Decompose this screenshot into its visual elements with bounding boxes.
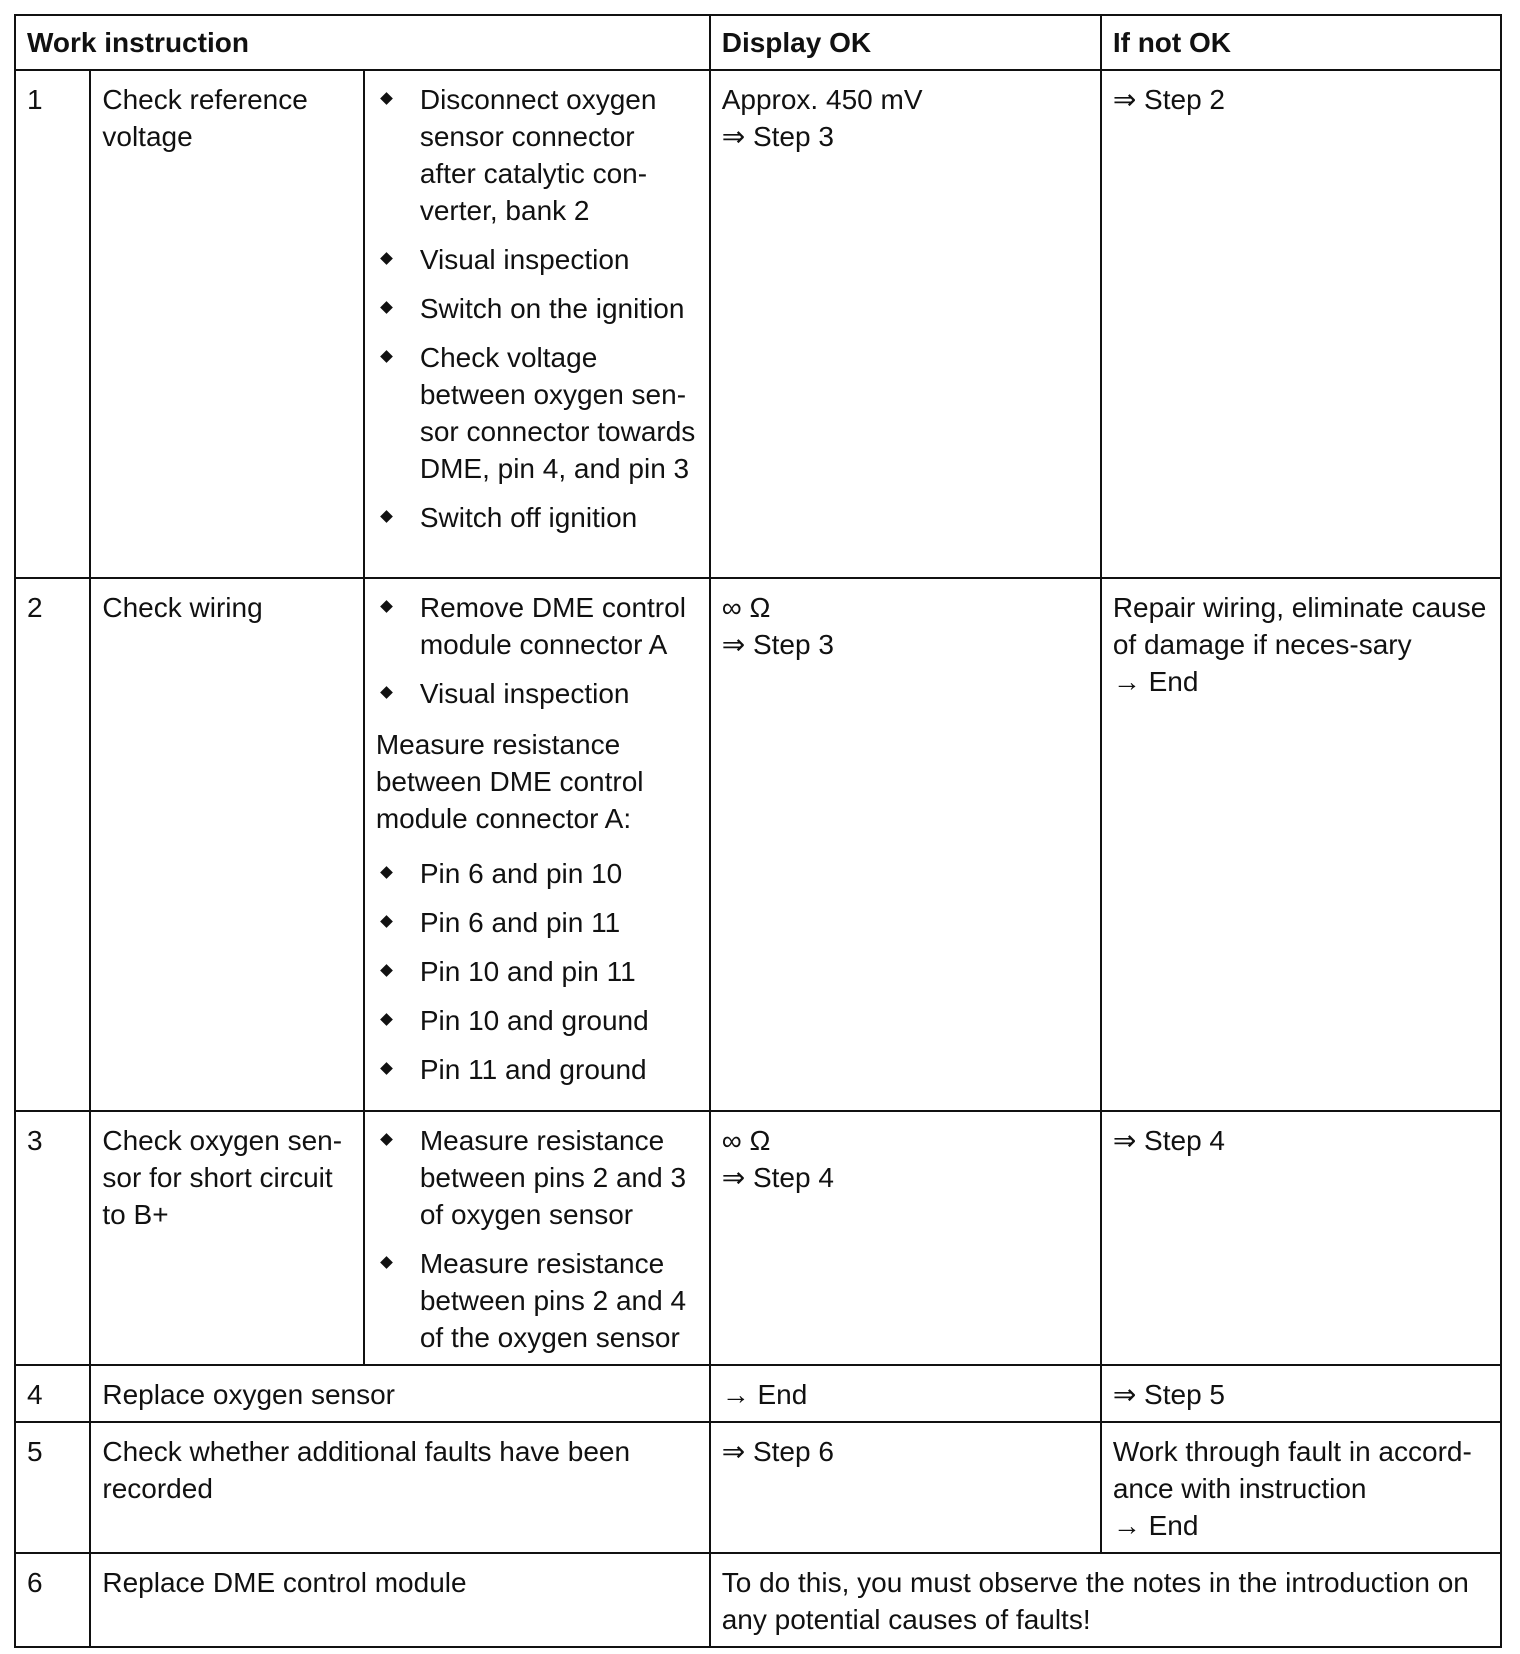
step-number: 2: [15, 578, 90, 1111]
diamond-bullet-icon: [380, 686, 393, 699]
step-actions: [364, 1111, 710, 1365]
action-item: Measure resistance between pins 2 and 3 of oxygen sensor: [376, 1122, 698, 1233]
if-not-ok-line: ⇒ Step 2: [1112, 84, 1226, 115]
step-number: 1: [15, 70, 90, 578]
diamond-bullet-icon: [380, 866, 393, 879]
display-ok-cell: [710, 1422, 1101, 1553]
display-ok-line: ∞ Ω: [721, 592, 771, 623]
step-number: 4: [15, 1365, 90, 1422]
if-not-ok-line: ⇒ Step 5: [1112, 1379, 1226, 1410]
if-not-ok-line: → End: [1112, 1510, 1199, 1541]
action-item: Pin 6 and pin 11: [376, 904, 698, 941]
step-number: 6: [15, 1553, 90, 1647]
step-label: Replace oxygen sensor: [90, 1365, 709, 1422]
table-header-row: [15, 15, 1501, 70]
diamond-bullet-icon: [380, 915, 393, 928]
action-item: Pin 10 and pin 11: [376, 953, 698, 990]
action-item: Pin 11 and ground: [376, 1051, 698, 1088]
if-not-ok-cell: [1101, 70, 1501, 578]
action-item: Visual inspection: [376, 241, 698, 278]
display-ok-line: ⇒ Step 3: [721, 629, 834, 660]
step-actions: [364, 578, 710, 1111]
table-row: [15, 578, 1501, 1111]
if-not-ok-cell: [1101, 1422, 1501, 1553]
step-number: 5: [15, 1422, 90, 1553]
display-ok-line: ∞ Ω: [721, 1125, 771, 1156]
display-ok-cell: [710, 1111, 1101, 1365]
step-label: Check oxygen sen-sor for short circuit to B+: [90, 1111, 363, 1365]
header-display-ok: Display OK: [710, 15, 1101, 70]
diamond-bullet-icon: [380, 1256, 393, 1269]
diamond-bullet-icon: [380, 350, 393, 363]
action-item: Disconnect oxygen sensor connector after catalytic con-verter, bank 2: [376, 81, 698, 229]
diamond-bullet-icon: [380, 1013, 393, 1026]
table-row: [15, 1422, 1501, 1553]
header-if-not-ok: If not OK: [1101, 15, 1501, 70]
diamond-bullet-icon: [380, 600, 393, 613]
measure-note: Measure resistance between DME control module connector A:: [375, 729, 644, 834]
step-label: Check reference voltage: [90, 70, 363, 578]
if-not-ok-cell: [1101, 1365, 1501, 1422]
diamond-bullet-icon: [380, 964, 393, 977]
action-item: Switch off ignition: [376, 499, 698, 536]
display-ok-cell: [710, 70, 1101, 578]
step-label: Check whether additional faults have been recorded: [90, 1422, 709, 1553]
diamond-bullet-icon: [380, 252, 393, 265]
table-row: [15, 70, 1501, 578]
action-item: Visual inspection: [376, 675, 698, 712]
if-not-ok-line: Work through fault in accord-ance with instruction: [1112, 1436, 1472, 1504]
action-item: Check voltage between oxygen sen-sor connector towards DME, pin 4, and pin 3: [376, 339, 698, 487]
header-work-instruction: Work instruction: [15, 15, 710, 70]
action-item: Pin 10 and ground: [376, 1002, 698, 1039]
action-item: Measure resistance between pins 2 and 4 of the oxygen sensor: [376, 1245, 698, 1356]
diamond-bullet-icon: [380, 301, 393, 314]
step-label: Check wiring: [90, 578, 363, 1111]
step-label: Replace DME control module: [90, 1553, 709, 1647]
display-ok-line: → End: [721, 1379, 808, 1410]
if-not-ok-cell: [1101, 1111, 1501, 1365]
step-actions: [364, 70, 710, 578]
if-not-ok-cell: [1101, 578, 1501, 1111]
step-note: To do this, you must observe the notes in the introduction on any potential causes of faults!: [710, 1553, 1501, 1647]
if-not-ok-line: → End: [1112, 666, 1199, 697]
step-number: 3: [15, 1111, 90, 1365]
action-item: Remove DME control module connector A: [376, 589, 698, 663]
display-ok-line: ⇒ Step 3: [721, 121, 834, 152]
display-ok-cell: [710, 1365, 1101, 1422]
table-row: [15, 1365, 1501, 1422]
display-ok-cell: [710, 578, 1101, 1111]
work-instruction-table: [14, 14, 1502, 1648]
diamond-bullet-icon: [380, 1133, 393, 1146]
display-ok-line: Approx. 450 mV: [721, 84, 923, 115]
if-not-ok-line: Repair wiring, eliminate cause of damage if neces-sary: [1112, 592, 1487, 660]
table-row: [15, 1553, 1501, 1647]
diamond-bullet-icon: [380, 510, 393, 523]
display-ok-line: ⇒ Step 6: [721, 1436, 834, 1467]
diamond-bullet-icon: [380, 92, 393, 105]
action-item: Pin 6 and pin 10: [376, 855, 698, 892]
page-content: [14, 14, 1502, 1648]
diamond-bullet-icon: [380, 1062, 393, 1075]
table-row: [15, 1111, 1501, 1365]
action-item: Switch on the ignition: [376, 290, 698, 327]
display-ok-line: ⇒ Step 4: [721, 1162, 834, 1193]
if-not-ok-line: ⇒ Step 4: [1112, 1125, 1226, 1156]
